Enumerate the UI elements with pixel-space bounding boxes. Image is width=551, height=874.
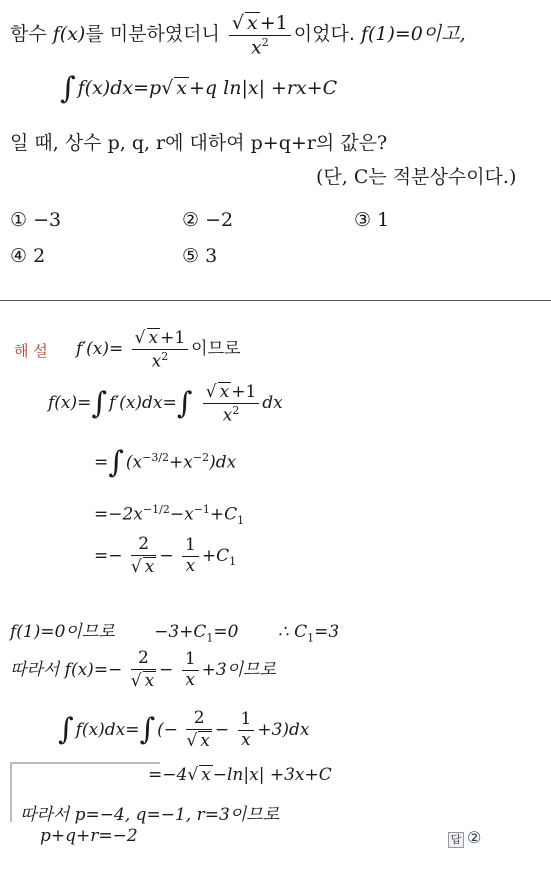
choice-2[interactable]: ② −2 bbox=[182, 209, 234, 231]
integral-sign: ∫ bbox=[108, 445, 124, 480]
s7-n2: 1 bbox=[182, 651, 199, 671]
s5-fraction-2 bbox=[182, 537, 199, 576]
s7-n1: 2 bbox=[131, 650, 156, 670]
s4-sub: 1 bbox=[237, 514, 245, 528]
s7-tail: +3이므로 bbox=[201, 659, 276, 680]
sol-line-11: p+q+r=−2 bbox=[40, 826, 138, 846]
sol-line-5: =− $\frac{2}{√ x}$ − $\frac{1}{x}$ $+C_1$ bbox=[94, 534, 237, 577]
s5-n1: 2 bbox=[131, 536, 156, 556]
problem-fx: f(x) bbox=[52, 23, 86, 46]
s6-b: −3+C bbox=[154, 622, 207, 642]
s8-fraction-1: $\frac{2}{√ x}$ bbox=[186, 708, 210, 751]
s5-a: =− bbox=[94, 545, 123, 566]
s7-d2: x bbox=[185, 669, 196, 690]
s9-a: =−4 bbox=[148, 765, 188, 785]
integral-sign: ∫ bbox=[58, 712, 74, 748]
solution-label: 해 설 bbox=[14, 342, 48, 360]
s3-exp1: −3/2 bbox=[142, 450, 170, 464]
problem-question: 일 때, 상수 p, q, r에 대하여 p+q+r의 값은? bbox=[10, 132, 388, 154]
problem-intro3: 이었다. bbox=[293, 23, 355, 46]
problem-line-1 bbox=[10, 12, 466, 58]
s4-exp2: −1 bbox=[193, 503, 210, 516]
s2-mid: f′(x)dx= bbox=[109, 393, 177, 414]
s4-exp1: −1/2 bbox=[142, 503, 170, 516]
s3-mid: +x bbox=[169, 452, 193, 473]
s4-tail: +C bbox=[209, 504, 238, 525]
problem-integral-line: ∫ f(x)dx=p√ x +q ln|x| +rx+C bbox=[60, 71, 338, 106]
problem-intro: 함수 bbox=[10, 23, 47, 46]
s4-mid: −x bbox=[169, 504, 194, 525]
s6-a: f(1)=0이므로 bbox=[10, 622, 115, 642]
bracket-top bbox=[10, 762, 160, 764]
sol-line-3 bbox=[94, 445, 237, 480]
problem-condition: f(1)=0이고, bbox=[360, 23, 466, 46]
s1-fraction: $\frac{√ x +1}{x^2}$ bbox=[132, 328, 189, 371]
s7-dr: x bbox=[144, 670, 155, 691]
integral-rhs: +q ln|x| +rx+C bbox=[189, 77, 338, 99]
s6-c-sub: 1 bbox=[307, 631, 315, 645]
s5-fraction-1: $\frac{2}{√ x}$ bbox=[130, 534, 155, 577]
s5-d2: x bbox=[185, 555, 196, 576]
sol-line-9: =−4√ x −ln|x| +3x+C bbox=[148, 765, 332, 785]
s4-a: =−2x bbox=[94, 504, 143, 525]
choice-3[interactable]: ③ 1 bbox=[354, 209, 390, 231]
s6-b-tail: =0 bbox=[213, 622, 239, 642]
sol-line-4 bbox=[94, 503, 244, 527]
integral-sign: ∫ bbox=[139, 712, 156, 748]
s6-b-sub: 1 bbox=[206, 631, 214, 645]
sol-line-6 bbox=[10, 617, 339, 644]
sol-line-2 bbox=[48, 382, 283, 425]
s8-open: (− bbox=[157, 719, 179, 740]
s3-eq: = bbox=[94, 452, 109, 473]
frac-num-radicand: x bbox=[247, 12, 258, 34]
integral-sign: ∫ bbox=[60, 71, 76, 106]
s5-tail: +C bbox=[201, 545, 230, 566]
integral-lhs: f(x)dx=p bbox=[77, 77, 162, 99]
s2-tail: dx bbox=[262, 393, 283, 414]
s8-d2: x bbox=[241, 729, 251, 750]
s2-lhs: f(x)= bbox=[48, 393, 92, 414]
s5-dr: x bbox=[144, 556, 155, 577]
s8-dr: x bbox=[200, 730, 210, 751]
s7-fraction-1: $\frac{2}{√ x}$ bbox=[130, 648, 155, 691]
s7-fraction-2 bbox=[182, 651, 199, 690]
frac-den-exp: 2 bbox=[261, 35, 269, 49]
frac-num-rest: +1 bbox=[259, 12, 288, 34]
s2-fraction: $\frac{√ x +1}{x^2}$ bbox=[203, 382, 260, 425]
s9-rad: x bbox=[201, 765, 211, 785]
problem-intro2: 를 미분하였더니 bbox=[85, 23, 220, 46]
choice-5[interactable]: ⑤ 3 bbox=[182, 245, 218, 267]
s8-n1: 2 bbox=[186, 710, 211, 730]
integral-sign: ∫ bbox=[176, 385, 193, 421]
s8-lhs: f(x)dx= bbox=[75, 719, 140, 740]
answer bbox=[448, 828, 481, 848]
frac-den: x bbox=[250, 36, 262, 59]
sol-line-10: 따라서 p=−4, q=−1, r=3이므로 bbox=[20, 805, 280, 825]
s3-tail: )dx bbox=[209, 452, 237, 473]
s8-tail: +3)dx bbox=[257, 719, 310, 740]
s5-sub: 1 bbox=[229, 555, 237, 569]
choice-4[interactable]: ④ 2 bbox=[10, 245, 46, 267]
section-divider bbox=[0, 300, 551, 301]
integral-sign: ∫ bbox=[91, 385, 108, 421]
problem-note: (단, C는 적분상수이다.) bbox=[316, 166, 517, 188]
s8-fraction-2 bbox=[238, 711, 255, 750]
sol-line-8: ∫ f(x)dx=∫ (− $\frac{2}{√ x}$ − $\frac{1}{x}$ +3)dx bbox=[58, 708, 310, 751]
answer-tag: 답 bbox=[448, 832, 464, 848]
s6-c-tail: =3 bbox=[314, 622, 340, 642]
sol-line-1 bbox=[76, 328, 240, 371]
integral-radicand: x bbox=[176, 77, 188, 99]
problem-derivative-fraction: $\frac{√ x +1}{x^2}$ bbox=[229, 12, 291, 58]
s1-lhs: f′(x)= bbox=[76, 339, 124, 360]
s1-tail: 이므로 bbox=[191, 339, 241, 360]
s6-c: ∴ C bbox=[277, 622, 308, 642]
s5-n2: 1 bbox=[182, 537, 199, 557]
answer-value: ② bbox=[467, 828, 482, 847]
s8-n2: 1 bbox=[238, 711, 255, 731]
sol-line-7: 따라서 f(x)=− $\frac{2}{√ x}$ − $\frac{1}{x}$ +3이므로 bbox=[10, 648, 276, 691]
s3-body: (x bbox=[125, 452, 143, 473]
s9-b: −ln|x| +3x+C bbox=[212, 765, 332, 785]
s7-a: 따라서 f(x)=− bbox=[10, 659, 123, 680]
s3-exp2: −2 bbox=[192, 450, 210, 464]
choice-1[interactable]: ① −3 bbox=[10, 209, 62, 231]
bracket-left bbox=[10, 762, 12, 822]
